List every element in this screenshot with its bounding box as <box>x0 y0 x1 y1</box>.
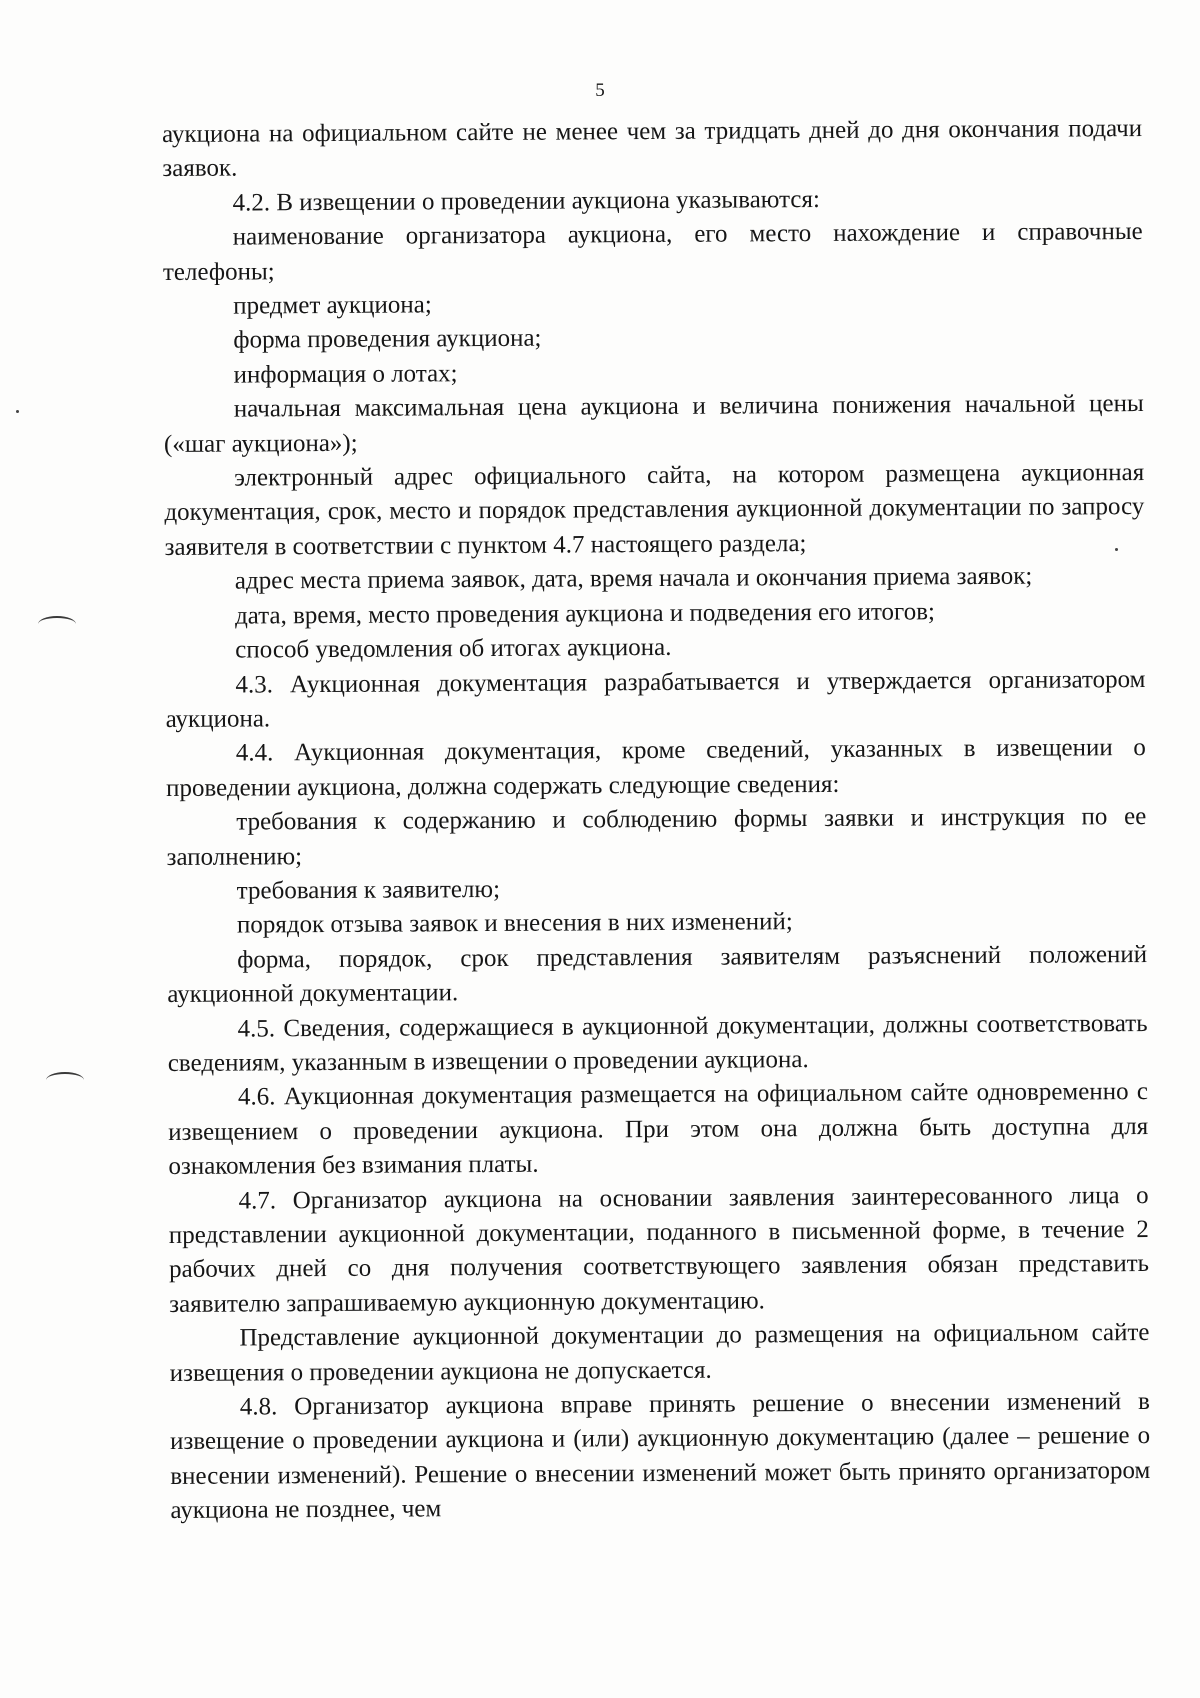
paragraph: адрес места приема заявок, дата, время начала и окончания приема заявок; <box>234 562 1033 595</box>
document-body <box>162 112 1151 1529</box>
paragraph: электронный адрес официального сайта, на котором размещена аукционная документация, срок, место и порядок представления аукционной документации по запросу заявителя в соответствии с пунктом 4.7 настоящего раздела; <box>164 459 1145 561</box>
scan-artifact-mark <box>46 1072 84 1088</box>
paragraph: форма проведения аукциона; <box>233 325 542 355</box>
scan-artifact-dot <box>1115 548 1118 551</box>
paragraph: дата, время, место проведения аукциона и подведения его итогов; <box>234 597 935 630</box>
paragraph: 4.7. Организатор аукциона на основании заявления заинтересованного лица о представлении аукционной документации, поданного в письменной форме, в течение 2 рабочих дней со дня получения соответствующего заявления обязан представить заявителю запрашиваемую аукционную документацию. <box>168 1181 1150 1318</box>
paragraph: требования к заявителю; <box>236 875 501 905</box>
paragraph: Представление аукционной документации до размещения на официальном сайте извещения о проведении аукциона не допускается. <box>169 1319 1150 1387</box>
paragraph: предмет аукциона; <box>233 291 432 320</box>
paragraph: наименование организатора аукциона, его место нахождение и справочные телефоны; <box>162 218 1143 286</box>
paragraph: 4.8. Организатор аукциона вправе принять решение о внесении изменений в извещение о проведении аукциона и (или) аукционную документацию (далее – решение о внесении изменений). Решение о внесении изменений может быть принято организатором аукциона не позднее, чем <box>170 1388 1151 1525</box>
paragraph: порядок отзыва заявок и внесения в них изменений; <box>236 908 793 939</box>
paragraph: 4.2. В извещении о проведении аукциона указываются: <box>232 185 820 217</box>
paragraph: способ уведомления об итогах аукциона. <box>235 633 672 664</box>
page-number: 5 <box>595 80 605 101</box>
paragraph: аукциона на официальном сайте не менее чем за тридцать дней до дня окончания подачи заявок. <box>162 115 1143 183</box>
paragraph: 4.6. Аукционная документация размещается на официальном сайте одновременно с извещением о проведении аукциона. При этом она должна быть доступна для ознакомления без взимания платы. <box>168 1078 1149 1181</box>
scan-artifact-dot <box>16 410 19 413</box>
paragraph: форма, порядок, срок представления заявителям разъяснений положений аукционной документации. <box>167 940 1148 1009</box>
paragraph: 4.4. Аукционная документация, кроме сведений, указанных в извещении о проведении аукциона, должна содержать следующие сведения: <box>166 734 1146 802</box>
paragraph: требования к содержанию и соблюдению формы заявки и инструкция по ее заполнению; <box>166 803 1147 871</box>
paragraph: информация о лотах; <box>233 360 458 389</box>
paragraph: 4.3. Аукционная документация разрабатывается и утверждается организатором аукциона. <box>165 665 1146 733</box>
paragraph: начальная максимальная цена аукциона и величина понижения начальной цены («шаг аукциона»); <box>163 390 1144 458</box>
paragraph: 4.5. Сведения, содержащиеся в аукционной документации, должны соответствовать сведениям, указанным в извещении о проведении аукциона. <box>167 1009 1148 1077</box>
scan-artifact-mark <box>38 616 76 632</box>
